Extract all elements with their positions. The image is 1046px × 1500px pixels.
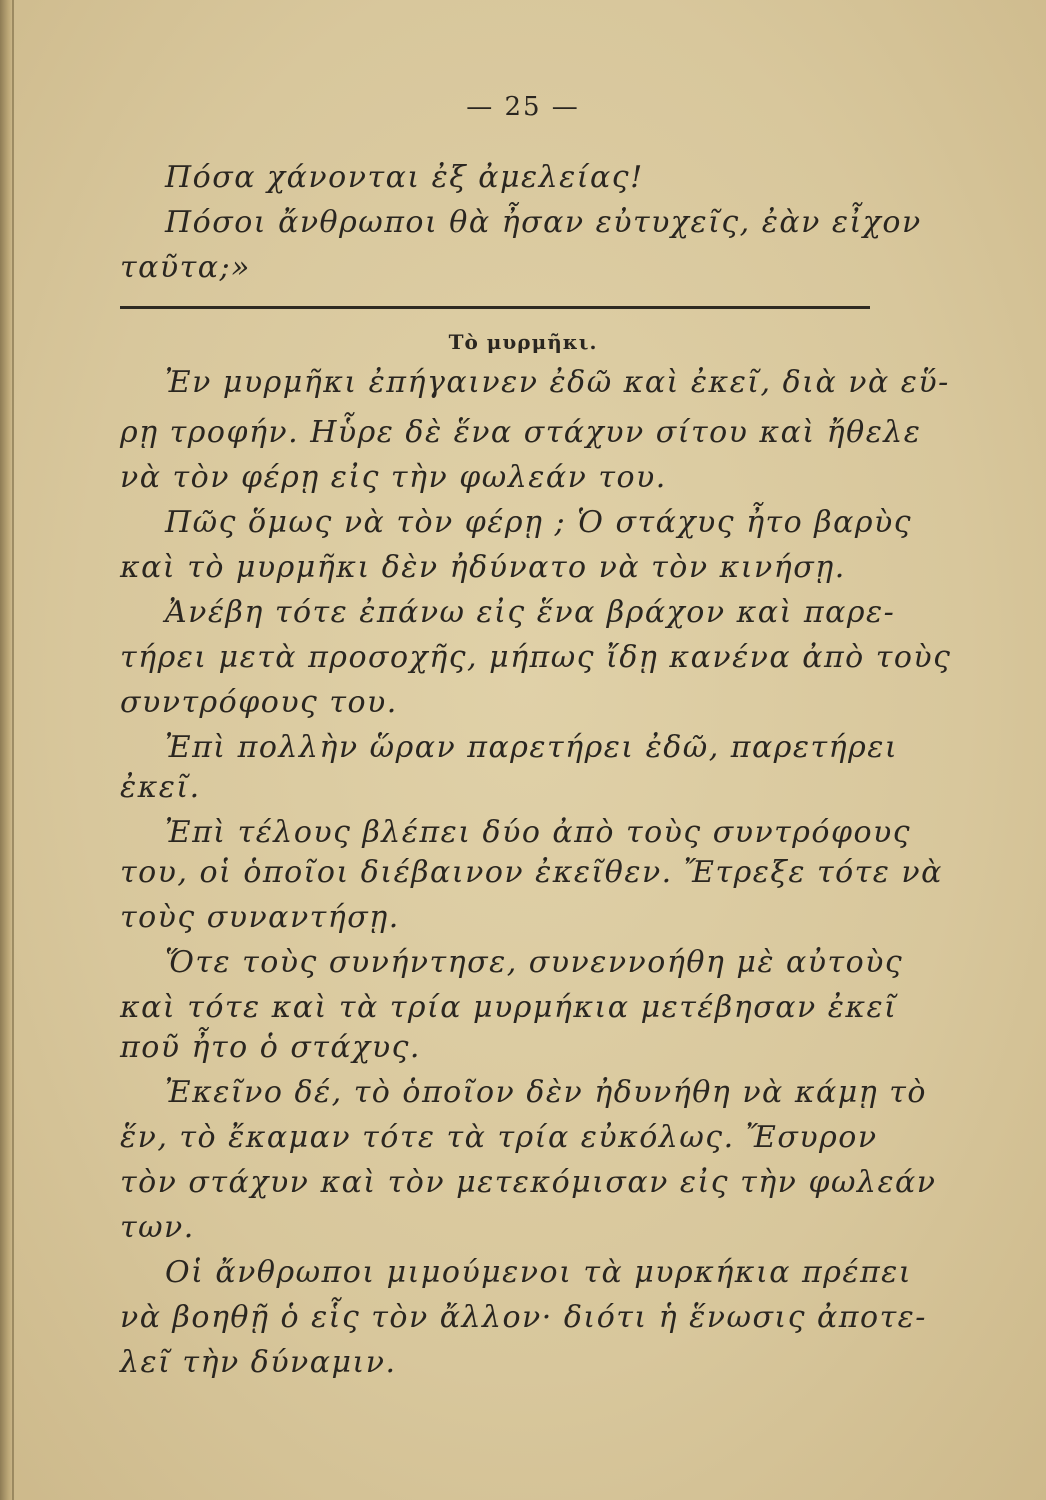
text-line: Ἐπὶ τέλους βλέπει δύο ἀπὸ τοὺς συντρόφους: [165, 815, 912, 850]
text-line: λεῖ τὴν δύναμιν.: [120, 1345, 397, 1380]
section-title: Τὸ μυρμῆκι.: [448, 330, 598, 354]
text-line: ἕν, τὸ ἔκαμαν τότε τὰ τρία εὐκόλως. Ἔσυρον: [120, 1120, 878, 1155]
text-line: Οἱ ἄνθρωποι μιμούμενοι τὰ μυρκήκια πρέπει: [165, 1255, 913, 1290]
text-line: συντρόφους του.: [120, 685, 398, 720]
text-line: καὶ τότε καὶ τὰ τρία μυρμήκια μετέβησαν ἐκεῖ: [120, 990, 898, 1025]
text-line: Πόσοι ἄνθρωποι θὰ ἦσαν εὐτυχεῖς, ἐὰν εἶχον: [165, 205, 922, 240]
text-line: Ἐπὶ πολλὴν ὥραν παρετήρει ἐδῶ, παρετήρει: [165, 730, 899, 765]
text-line: Πῶς ὅμως νὰ τὸν φέρῃ ; Ὁ στάχυς ἦτο βαρὺς: [165, 505, 913, 540]
text-line: Ἐκεῖνο δέ, τὸ ὁποῖον δὲν ἠδυνήθη νὰ κάμῃ τὸ: [165, 1075, 927, 1110]
text-line: καὶ τὸ μυρμῆκι δὲν ἠδύνατο νὰ τὸν κινήσῃ.: [120, 550, 846, 585]
page-binding-edge: [12, 0, 14, 1500]
text-line: ρῃ τροφήν. Ηὗρε δὲ ἕνα στάχυν σίτου καὶ ἤθελε: [120, 415, 922, 450]
text-line: νὰ τὸν φέρῃ εἰς τὴν φωλεάν του.: [120, 460, 667, 495]
text-line: των.: [120, 1210, 195, 1245]
text-line: Ὅτε τοὺς συνήντησε, συνεννοήθη μὲ αὐτοὺς: [165, 945, 904, 980]
text-line: τὸν στάχυν καὶ τὸν μετεκόμισαν εἰς τὴν φωλεάν: [120, 1165, 937, 1200]
text-line: νὰ βοηθῇ ὁ εἷς τὸν ἄλλον· διότι ἡ ἕνωσις ἀποτε-: [120, 1300, 927, 1335]
text-line: Πόσα χάνονται ἐξ ἀμελείας!: [165, 160, 644, 195]
section-divider: [120, 306, 870, 309]
text-line: ταῦτα;»: [120, 250, 251, 285]
text-line: τοὺς συναντήσῃ.: [120, 900, 400, 935]
text-line: Ἐν μυρμῆκι ἐπήγαινεν ἐδῶ καὶ ἐκεῖ, διὰ νὰ εὕ-: [165, 365, 950, 400]
text-line: του, οἱ ὁποῖοι διέβαινον ἐκεῖθεν. Ἔτρεξε τότε νὰ: [120, 855, 943, 890]
text-line: ἐκεῖ.: [120, 770, 201, 805]
text-line: ποῦ ἦτο ὁ στάχυς.: [120, 1030, 421, 1065]
text-line: Ἀνέβη τότε ἐπάνω εἰς ἕνα βράχον καὶ παρε-: [165, 595, 896, 630]
text-line: τήρει μετὰ προσοχῆς, μήπως ἴδῃ κανένα ἀπὸ τοὺς: [120, 640, 952, 675]
page-number: — 25 —: [466, 92, 580, 122]
